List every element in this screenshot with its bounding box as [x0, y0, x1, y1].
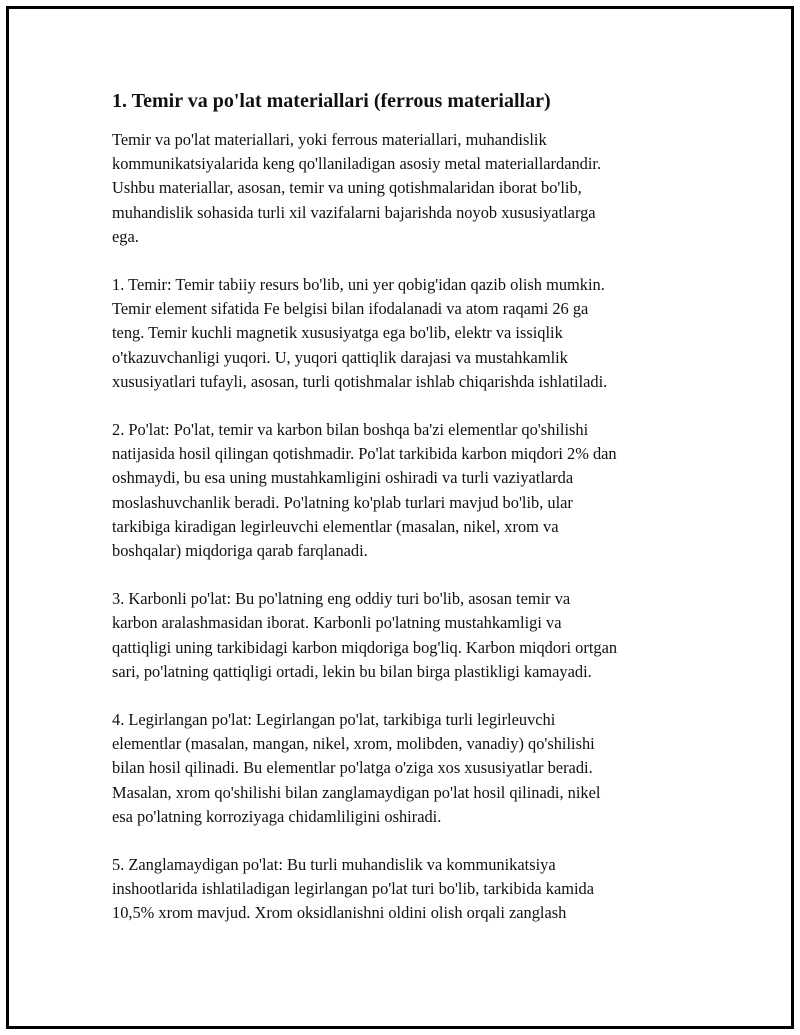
text-line: 10,5% xrom mavjud. Xrom oksidlanishni oldini olish orqali zanglash — [112, 903, 567, 923]
paragraph — [112, 708, 702, 829]
text-line: 3. Karbonli po'lat: Bu po'latning eng oddiy turi bo'lib, asosan temir va — [112, 589, 571, 609]
text-line: Ushbu materiallar, asosan, temir va uning qotishmalaridan iborat bo'lib, — [112, 178, 582, 198]
text-line: xususiyatlari tufayli, asosan, turli qotishmalar ishlab chiqarishda ishlatiladi. — [112, 371, 608, 391]
text-line: kommunikatsiyalarida keng qo'llaniladigan asosiy metal materiallardandir. — [112, 154, 602, 174]
text-line: Temir element sifatida Fe belgisi bilan ifodalanadi va atom raqami 26 ga — [112, 299, 589, 319]
paragraph — [112, 273, 702, 394]
section-heading: 1. Temir va po'lat materiallari (ferrous materiallar) — [112, 90, 551, 112]
text-line: elementlar (masalan, mangan, nikel, xrom, molibden, vanadiy) qo'shilishi — [112, 734, 595, 754]
text-line: 2. Po'lat: Po'lat, temir va karbon bilan boshqa ba'zi elementlar qo'shilishi — [112, 420, 589, 440]
text-line: 5. Zanglamaydigan po'lat: Bu turli muhandislik va kommunikatsiya — [112, 855, 556, 875]
text-line: Temir va po'lat materiallari, yoki ferrous materiallari, muhandislik — [112, 130, 547, 149]
paragraph — [112, 587, 702, 684]
text-line: 1. Temir: Temir tabiiy resurs bo'lib, uni yer qobig'idan qazib olish mumkin. — [112, 275, 605, 295]
text-line: boshqalar) miqdoriga qarab farqlanadi. — [112, 541, 368, 561]
document-body — [112, 88, 702, 950]
text-line: Masalan, xrom qo'shilishi bilan zanglamaydigan po'lat hosil qilinadi, nikel — [112, 782, 601, 802]
text-line: o'tkazuvchanligi yuqori. U, yuqori qattiqlik darajasi va mustahkamlik — [112, 347, 568, 367]
paragraph — [112, 418, 702, 563]
text-line: muhandislik sohasida turli xil vazifalarni bajarishda noyob xususiyatlarga — [112, 202, 596, 222]
text-line: 4. Legirlangan po'lat: Legirlangan po'lat, tarkibiga turli legirleuvchi — [112, 710, 556, 730]
text-line: bilan hosil qilinadi. Bu elementlar po'latga o'ziga xos xususiyatlar beradi. — [112, 758, 593, 778]
text-line: teng. Temir kuchli magnetik xususiyatga ega bo'lib, elektr va issiqlik — [112, 323, 563, 343]
paragraph — [112, 128, 702, 249]
text-line: tarkibiga kiradigan legirleuvchi elementlar (masalan, nikel, xrom va — [112, 516, 559, 536]
text-line: qattiqligi uning tarkibidagi karbon miqdoriga bog'liq. Karbon miqdori ortgan — [112, 637, 618, 657]
text-line: moslashuvchanlik beradi. Po'latning ko'plab turlari mavjud bo'lib, ular — [112, 492, 573, 512]
text-line: karbon aralashmasidan iborat. Karbonli po'latning mustahkamligi va — [112, 613, 562, 633]
text-line: sari, po'latning qattiqligi ortadi, lekin bu bilan birga plastikligi kamayadi. — [112, 661, 592, 681]
text-line: natijasida hosil qilingan qotishmadir. Po'lat tarkibida karbon miqdori 2% dan — [112, 444, 617, 464]
text-line: ega. — [112, 226, 139, 246]
paragraph — [112, 853, 702, 926]
paragraph-list — [112, 128, 702, 926]
text-line: inshootlarida ishlatiladigan legirlangan po'lat turi bo'lib, tarkibida kamida — [112, 879, 595, 899]
text-line: oshmaydi, bu esa uning mustahkamligini oshiradi va turli vaziyatlarda — [112, 468, 574, 488]
text-line: esa po'latning korroziyaga chidamliligini oshiradi. — [112, 806, 442, 826]
